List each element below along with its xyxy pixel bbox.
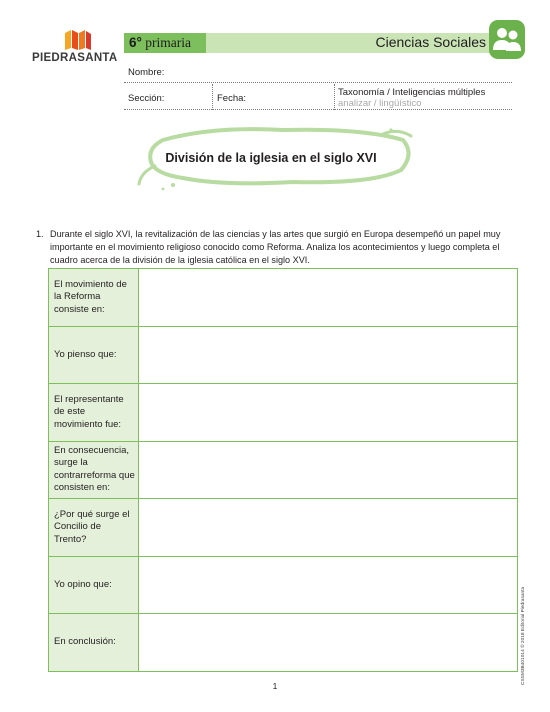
row-label: Yo pienso que: bbox=[49, 326, 139, 384]
copyright-note bbox=[516, 553, 528, 688]
table-row bbox=[49, 326, 518, 384]
section-field[interactable] bbox=[124, 109, 512, 110]
taxonomy-values: analizar / lingüístico bbox=[338, 98, 422, 109]
answer-cell[interactable] bbox=[139, 556, 518, 614]
table-row bbox=[49, 499, 518, 557]
logo-mark-icon bbox=[65, 30, 91, 50]
answer-cell[interactable] bbox=[139, 441, 518, 499]
taxonomy-label: Taxonomía / Inteligencias múltiples bbox=[338, 87, 486, 98]
subject-banner bbox=[206, 33, 492, 53]
name-field[interactable] bbox=[124, 82, 512, 83]
table-row bbox=[49, 614, 518, 672]
people-icon bbox=[489, 20, 525, 59]
answer-cell[interactable] bbox=[139, 499, 518, 557]
row-label: En conclusión: bbox=[49, 614, 139, 672]
answer-cell[interactable] bbox=[139, 269, 518, 327]
row-label: En consecuencia, surge la contrarreforma que consisten en: bbox=[49, 441, 139, 499]
grade-level: primaria bbox=[145, 35, 192, 50]
answer-cell[interactable] bbox=[139, 326, 518, 384]
copyright-text: CSSM3B401014 © 2018 Editorial Piedrasanta bbox=[521, 586, 526, 685]
instruction-text: Durante el siglo XVI, la revitalización de las ciencias y las artes que surgió en Europa desempeñó un papel muy importante en el movimiento religioso conocido como Reforma. Analiza los acontecimientos y luego completa el cuadro acerca de la división de la iglesia católica en el siglo XVI. bbox=[50, 229, 501, 266]
row-label: Yo opino que: bbox=[49, 556, 139, 614]
form-divider bbox=[212, 84, 213, 110]
row-label: El representante de este movimiento fue: bbox=[49, 384, 139, 442]
grade-banner bbox=[124, 33, 206, 53]
answer-cell[interactable] bbox=[139, 614, 518, 672]
row-label: El movimiento de la Reforma consiste en: bbox=[49, 269, 139, 327]
name-label: Nombre: bbox=[128, 67, 165, 78]
publisher-logo bbox=[32, 30, 122, 72]
activity-table bbox=[48, 268, 518, 672]
date-label: Fecha: bbox=[217, 93, 247, 104]
table-row bbox=[49, 269, 518, 327]
page-number: 1 bbox=[272, 681, 278, 691]
section-label: Sección: bbox=[128, 93, 165, 104]
grade-number: 6° bbox=[129, 35, 142, 50]
brand-name: PIEDRASANTA bbox=[32, 52, 118, 64]
page-title: División de la iglesia en el siglo XVI bbox=[165, 151, 377, 165]
instruction-number: 1. bbox=[36, 229, 44, 239]
table-row bbox=[49, 556, 518, 614]
form-divider bbox=[334, 84, 335, 110]
subject-title: Ciencias Sociales bbox=[375, 34, 486, 50]
table-row bbox=[49, 384, 518, 442]
table-row bbox=[49, 441, 518, 499]
row-label: ¿Por qué surge el Concilio de Trento? bbox=[49, 499, 139, 557]
answer-cell[interactable] bbox=[139, 384, 518, 442]
